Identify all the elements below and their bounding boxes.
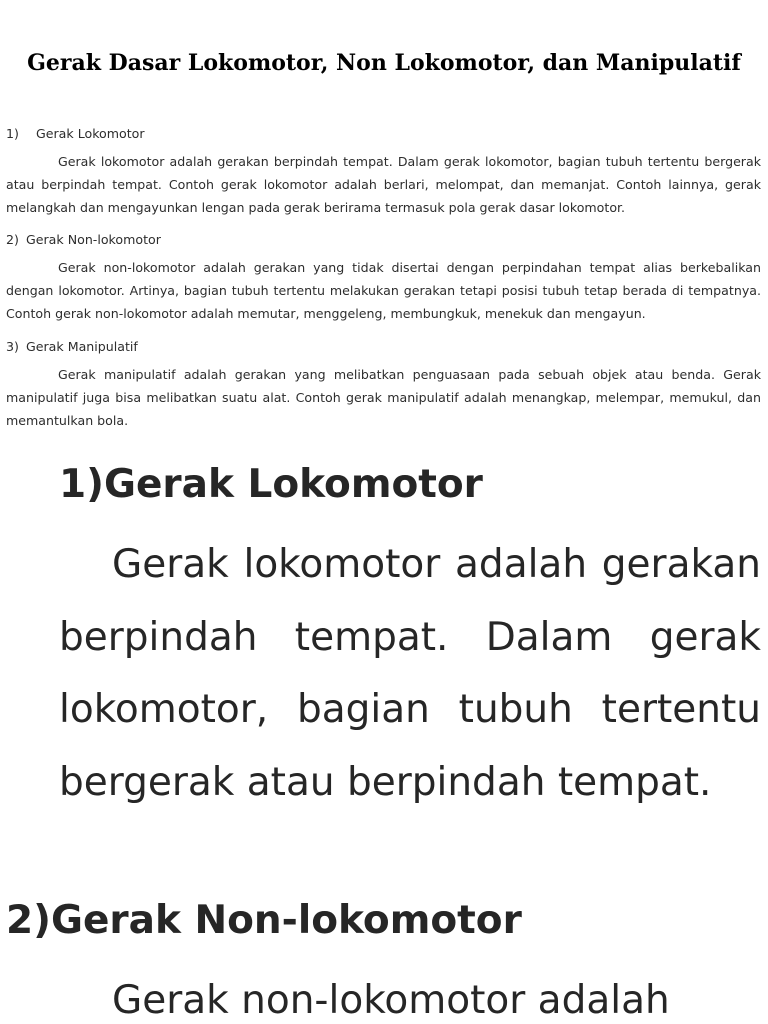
section-gerak-non-lokomotor (6, 228, 761, 325)
large-paragraph-lokomotor: Gerak lokomotor adalah gerakan berpindah tempat. Dalam gerak lokomotor, bagian tubuh tertentu bergerak atau berpindah tempat. (59, 542, 761, 805)
large-heading-non-lokomotor: 2)Gerak Non-lokomotor (6, 898, 522, 943)
section-gerak-manipulatif (6, 335, 761, 432)
section-number: 3) (6, 339, 19, 354)
large-paragraph-non-lokomotor: Gerak non-lokomotor adalah (112, 978, 670, 1023)
document-title: Gerak Dasar Lokomotor, Non Lokomotor, dan Manipulatif (27, 50, 741, 76)
section-number: 2) (6, 232, 19, 247)
section-heading (6, 228, 761, 251)
section-heading-text: Gerak Non-lokomotor (26, 232, 161, 247)
section-paragraph: Gerak manipulatif adalah gerakan yang melibatkan penguasaan pada sebuah objek atau benda. Gerak manipulatif juga bisa melibatkan suatu alat. Contoh gerak manipulatif adalah menangkap, melempar, memukul, dan memantulkan bola. (6, 367, 761, 428)
large-heading-lokomotor: 1)Gerak Lokomotor (59, 462, 483, 507)
section-heading (6, 122, 761, 145)
section-heading-text: Gerak Lokomotor (36, 126, 145, 141)
section-paragraph: Gerak non-lokomotor adalah gerakan yang tidak disertai dengan perpindahan tempat alias berkebalikan dengan lokomotor. Artinya, bagian tubuh tertentu melakukan gerakan tetapi posisi tubuh tetap berada di tempatnya. Contoh gerak non-lokomotor adalah memutar, menggeleng, membungkuk, menekuk dan mengayun. (6, 260, 761, 321)
section-gerak-lokomotor (6, 122, 761, 219)
section-paragraph: Gerak lokomotor adalah gerakan berpindah tempat. Dalam gerak lokomotor, bagian tubuh tertentu bergerak atau berpindah tempat. Contoh gerak lokomotor adalah berlari, melompat, dan memanjat. Contoh lainnya, gerak melangkah dan mengayunkan lengan pada gerak berirama termasuk pola gerak dasar lokomotor. (6, 154, 761, 215)
section-number: 1) (6, 126, 19, 141)
section-heading-text: Gerak Manipulatif (26, 339, 138, 354)
section-heading (6, 335, 761, 358)
